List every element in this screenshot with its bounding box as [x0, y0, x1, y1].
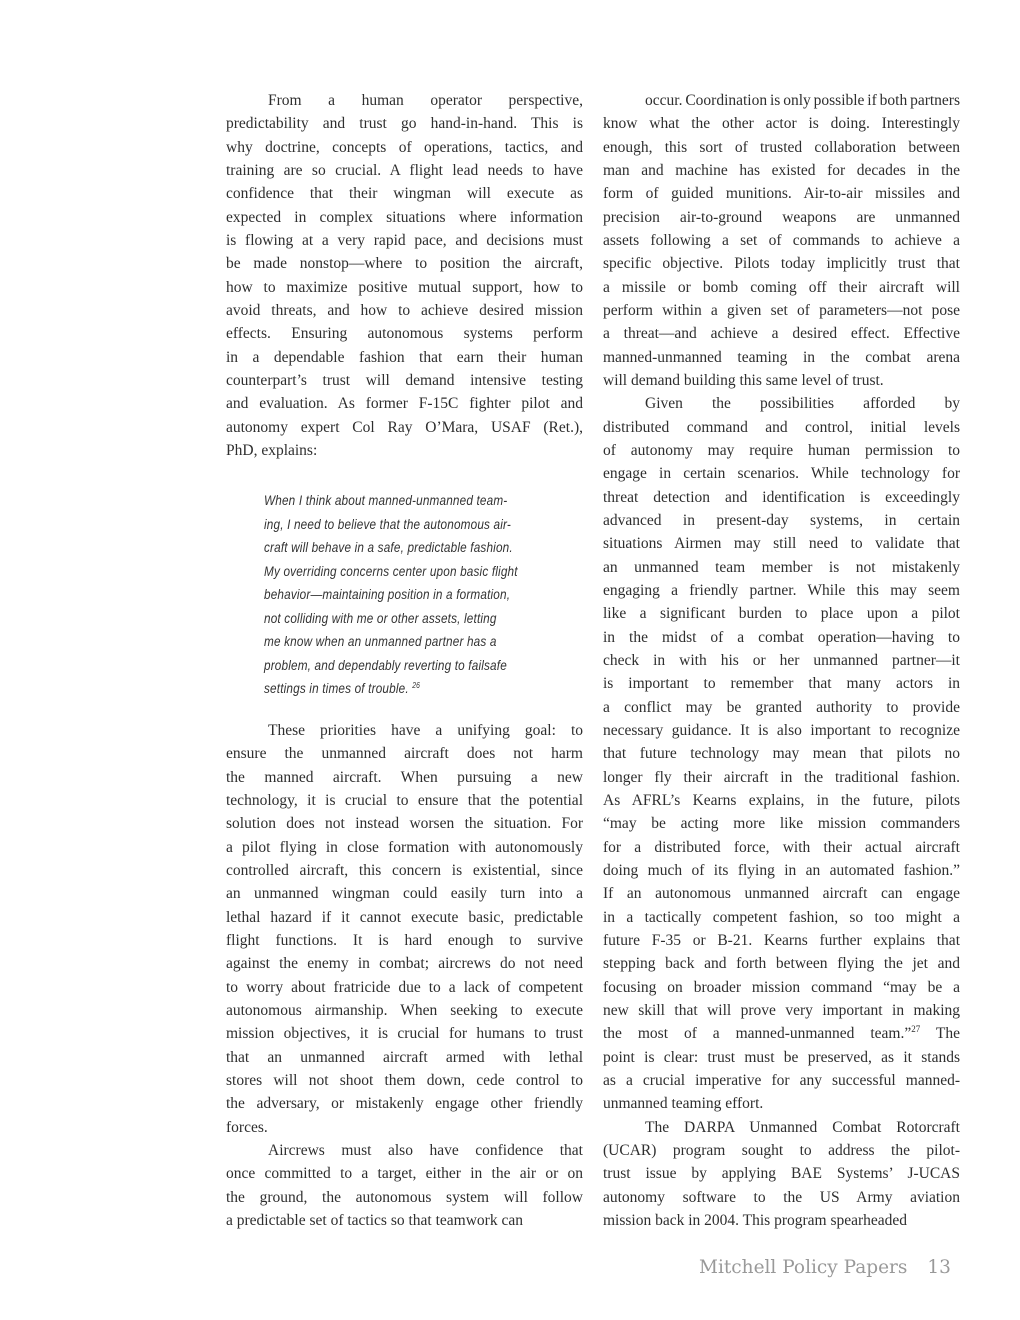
text-line: forces. — [226, 1118, 268, 1136]
text-line: a threat—and achieve a desired effect. Effective — [603, 325, 960, 343]
quote-line: When I think about manned-unmanned team- — [264, 492, 508, 508]
text-line: point is clear: trust must be preserved, as it stands — [603, 1048, 960, 1066]
text-line: stores will not shoot them down, cede control to — [226, 1071, 583, 1089]
text-line: unmanned teaming effort. — [603, 1095, 764, 1113]
text-line: enough, this sort of trusted collaboration between — [603, 138, 960, 156]
text-line: know what the other actor is doing. Interestingly — [603, 115, 960, 133]
text-line: autonomy software to the US Army aviation — [603, 1188, 960, 1206]
text-line: a conflict may be granted authority to provide — [603, 698, 960, 716]
text-line: mission objectives, it is crucial for humans to trust — [226, 1025, 583, 1043]
text-line: (UCAR) program sought to address the pilot- — [603, 1141, 960, 1159]
text-line: once committed to a target, either in the air or on — [226, 1165, 583, 1183]
text-line: in a tactically competent fashion, so too might a — [603, 908, 960, 926]
text-line: occur. Coordination is only possible if both partners — [645, 92, 960, 109]
text-line: counterpart’s trust will demand intensive testing — [226, 371, 583, 389]
text-line: From a human operator perspective, — [268, 92, 583, 109]
text-line: flight functions. It is hard enough to survive — [226, 931, 583, 949]
text-line: like a significant burden to place upon a pilot — [603, 605, 960, 623]
text-line: expected in complex situations where information — [226, 208, 583, 226]
text-line: confidence that their wingman will execute as — [226, 185, 583, 203]
text-line: a predictable set of tactics so that teamwork can — [226, 1211, 523, 1229]
text-line: precision air-to-ground weapons are unmanned — [603, 208, 960, 226]
text-line: an unmanned team member is not mistakenly — [603, 558, 960, 576]
text-line: situations Airmen may still need to validate that — [603, 535, 960, 553]
text-line: engaging a friendly partner. While this may seem — [603, 581, 960, 599]
footnote-ref: 26 — [412, 681, 421, 690]
text-line: perform within a given set of parameters—not pose — [603, 301, 960, 319]
text-line: for a distributed force, with their actual aircraft — [603, 838, 960, 856]
quote-line: ing, I need to believe that the autonomous air- — [264, 515, 511, 532]
text-line: assets following a set of commands to achieve a — [603, 231, 960, 249]
text-line: longer fly their aircraft in the traditional fashion. — [603, 768, 960, 786]
text-line — [603, 1024, 960, 1044]
text-line: and evaluation. As former F-15C fighter pilot and — [226, 395, 583, 413]
text-line: necessary guidance. It is also important to recognize — [603, 721, 960, 739]
text-line: solution does not instead worsen the situation. For — [226, 815, 583, 833]
text-line: a missile or bomb coming off their aircraft will — [603, 278, 960, 296]
text-line: new skill that will prove very important in making — [603, 1001, 960, 1019]
text-line: against the enemy in combat; aircrews do not need — [226, 955, 583, 973]
line-text: the most of a manned-unmanned team.” — [603, 1025, 912, 1043]
text-line: autonomy expert Col Ray O’Mara, USAF (Ret.), — [226, 418, 583, 436]
text-line: training are so crucial. A flight lead needs to have — [226, 161, 583, 179]
text-line: focusing on broader mission command “may be a — [603, 978, 960, 996]
text-line: lethal hazard if it cannot execute basic, predictable — [226, 908, 583, 926]
text-line: technology, it is crucial to ensure that the potential — [226, 791, 583, 809]
quote-line: problem, and dependably reverting to failsafe — [264, 656, 507, 673]
quote-line: not colliding with me or other assets, letting — [264, 609, 497, 626]
text-line: trust issue by applying BAE Systems’ J-UCAS — [603, 1165, 960, 1183]
quote-line: me know when an unmanned partner has a — [264, 633, 497, 649]
text-line: why doctrine, concepts of operations, tactics, and — [226, 138, 583, 156]
text-line: advanced in present-day systems, in certain — [603, 511, 960, 529]
line-text: settings in times of trouble. — [264, 680, 413, 696]
text-line: will demand building this same level of trust. — [603, 371, 884, 389]
text-line: Aircrews must also have confidence that — [268, 1141, 583, 1159]
text-line: controlled aircraft, this concern is existential, since — [226, 861, 583, 879]
text-line: As AFRL’s Kearns explains, in the future, pilots — [603, 791, 960, 809]
text-line: effects. Ensuring autonomous systems perform — [226, 325, 583, 343]
text-line: autonomous airmanship. When seeking to execute — [226, 1001, 583, 1019]
text-line: These priorities have a unifying goal: to — [268, 721, 583, 739]
text-line: man and machine has existed for decades in the — [603, 161, 960, 179]
publication-name: Mitchell Policy Papers — [699, 1257, 908, 1278]
text-line: stepping back and forth between flying the jet and — [603, 955, 960, 973]
text-line: manned-unmanned teaming in the combat arena — [603, 348, 960, 366]
text-line: is flowing at a very rapid pace, and decisions must — [226, 231, 583, 249]
text-line: engage in certain scenarios. While technology for — [603, 465, 960, 483]
text-line: avoid threats, and how to achieve desired mission — [226, 301, 583, 319]
text-line: mission back in 2004. This program spearheaded — [603, 1211, 908, 1229]
text-line: PhD, explains: — [226, 441, 318, 459]
text-line: predictability and trust go hand-in-hand. This is — [226, 115, 583, 133]
text-line: how to maximize positive mutual support, how to — [226, 278, 583, 296]
page-footer — [699, 1257, 951, 1278]
text-line: that future technology may mean that pilots no — [603, 745, 960, 763]
text-line: an unmanned wingman could easily turn into a — [226, 885, 583, 903]
text-line: form of guided munitions. Air-to-air missiles and — [603, 185, 960, 203]
text-line: future F-35 or B-21. Kearns further explains that — [603, 931, 960, 949]
text-line: a pilot flying in close formation with autonomously — [226, 838, 583, 856]
page-number: 13 — [927, 1257, 951, 1278]
text-line: to worry about fratricide due to a lack of competent — [226, 978, 583, 996]
text-line: of autonomy may require human permission to — [603, 441, 960, 459]
quote-line — [264, 679, 420, 697]
text-line: “may be acting more like mission commanders — [603, 815, 960, 833]
text-line: is important to remember that many actors in — [603, 675, 960, 693]
text-line: threat detection and identification is exceedingly — [603, 488, 960, 506]
text-line: If an autonomous unmanned aircraft can engage — [603, 885, 960, 903]
quote-line: My overriding concerns center upon basic flight — [264, 562, 518, 579]
text-line: doing much of its flying in an automated fashion.” — [603, 861, 960, 879]
line-text: The — [920, 1025, 960, 1043]
text-line: distributed command and control, initial levels — [603, 418, 960, 436]
text-line: the adversary, or mistakenly engage other friendly — [226, 1095, 583, 1113]
text-line: be made nonstop—where to position the aircraft, — [226, 255, 583, 273]
quote-line: craft will behave in a safe, predictable fashion. — [264, 539, 513, 555]
text-line: The DARPA Unmanned Combat Rotorcraft — [645, 1118, 960, 1136]
text-line: in the midst of a combat operation—having to — [603, 628, 960, 646]
text-line: as a crucial imperative for any successful manned- — [603, 1071, 960, 1089]
text-line: that an unmanned aircraft armed with lethal — [226, 1048, 583, 1066]
quote-line: behavior—maintaining position in a formation, — [264, 586, 511, 602]
text-line: specific objective. Pilots today implicitly trust that — [603, 255, 960, 273]
text-line: check in with his or her unmanned partner—it — [603, 651, 960, 669]
text-line: the manned aircraft. When pursuing a new — [226, 768, 583, 786]
footnote-ref: 27 — [911, 1024, 921, 1035]
text-line: Given the possibilities afforded by — [645, 395, 960, 413]
text-line: in a dependable fashion that earn their human — [226, 348, 583, 366]
text-line: the ground, the autonomous system will follow — [226, 1188, 583, 1206]
text-line: ensure the unmanned aircraft does not harm — [226, 745, 583, 763]
